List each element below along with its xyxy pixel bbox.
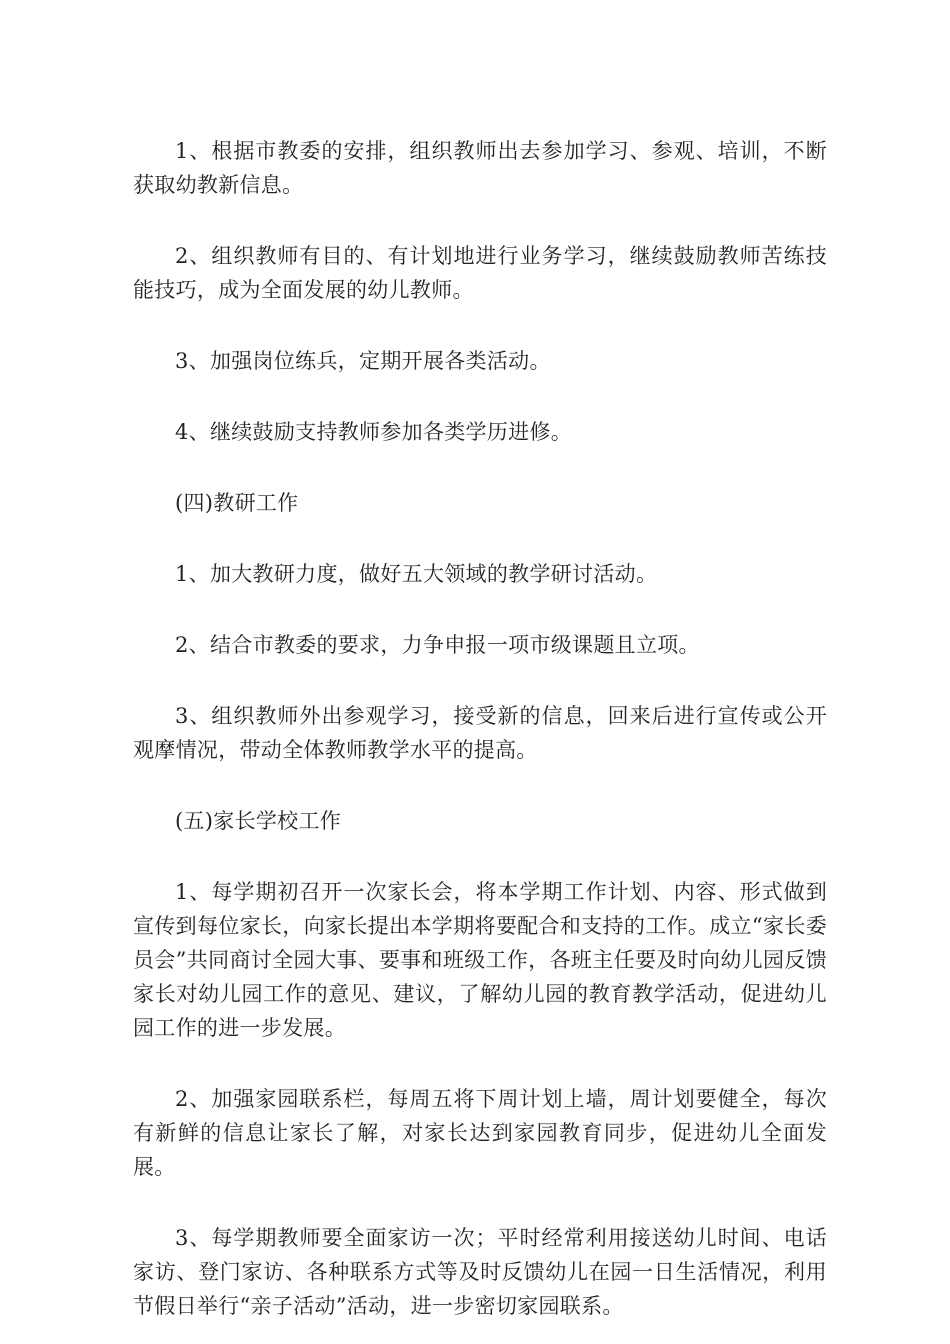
section-heading-research: (四)教研工作 bbox=[175, 491, 299, 515]
paragraph-training-4: 4、继续鼓励支持教师参加各类学历进修。 bbox=[175, 420, 573, 444]
paragraph-training-2: 2、组织教师有目的、有计划地进行业务学习，继续鼓励教师苦练技能技巧，成为全面发展的幼儿教师。 bbox=[133, 244, 827, 302]
paragraph-research-2: 2、结合市教委的要求，力争申报一项市级课题且立项。 bbox=[175, 633, 700, 657]
paragraph-training-3: 3、加强岗位练兵，定期开展各类活动。 bbox=[175, 349, 551, 373]
paragraph-parent-3: 3、每学期教师要全面家访一次；平时经常利用接送幼儿时间、电话家访、登门家访、各种联系方式等及时反馈幼儿在园一日生活情况，利用节假日举行“亲子活动”活动，进一步密切家园联系。 bbox=[133, 1226, 827, 1318]
paragraph-research-1: 1、加大教研力度，做好五大领域的教学研讨活动。 bbox=[175, 562, 658, 586]
section-heading-parent-school: (五)家长学校工作 bbox=[175, 809, 342, 833]
paragraph-parent-1: 1、每学期初召开一次家长会，将本学期工作计划、内容、形式做到宣传到每位家长，向家长提出本学期将要配合和支持的工作。成立“家长委员会”共同商讨全园大事、要事和班级工作，各班主任要及时向幼儿园反馈家长对幼儿园工作的意见、建议，了解幼儿园的教育教学活动，促进幼儿园工作的进一步发展。 bbox=[133, 880, 827, 1040]
paragraph-research-3: 3、组织教师外出参观学习，接受新的信息，回来后进行宣传或公开观摩情况，带动全体教师教学水平的提高。 bbox=[133, 704, 827, 762]
paragraph-parent-2: 2、加强家园联系栏，每周五将下周计划上墙，周计划要健全，每次有新鲜的信息让家长了解，对家长达到家园教育同步，促进幼儿全面发展。 bbox=[133, 1087, 827, 1179]
paragraph-training-1: 1、根据市教委的安排，组织教师出去参加学习、参观、培训，不断获取幼教新信息。 bbox=[133, 139, 827, 197]
document-body bbox=[133, 134, 827, 1323]
